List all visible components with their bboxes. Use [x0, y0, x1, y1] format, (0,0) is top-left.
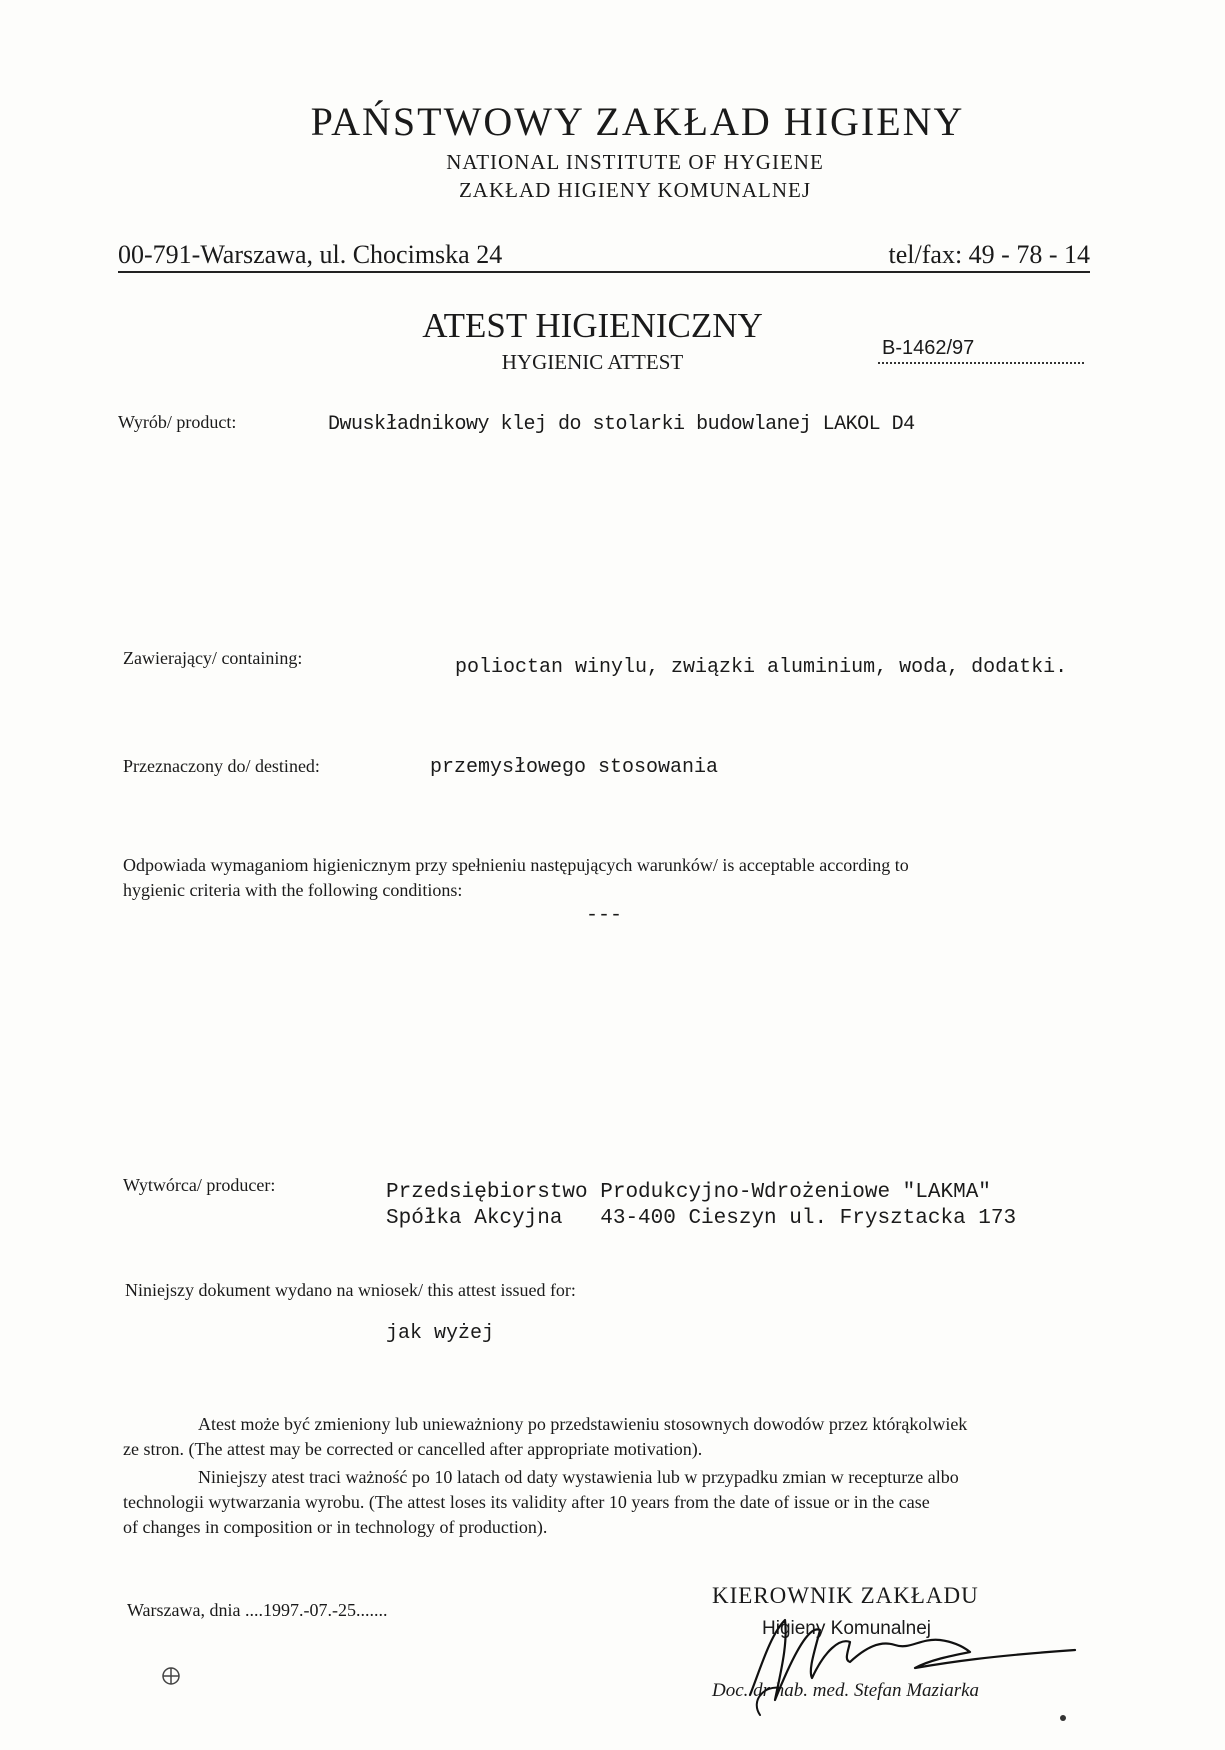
- note-paragraph2-line2: technologii wytwarzania wyrobu. (The attest loses its validity after 10 years from the date of issue or in the case: [123, 1492, 930, 1512]
- producer-line1: Przedsiębiorstwo Produkcyjno-Wdrożeniowe "LAKMA": [386, 1181, 991, 1204]
- attest-title: ATEST HIGIENICZNY: [422, 306, 763, 345]
- conditions-text-line1: Odpowiada wymaganiom higienicznym przy spełnieniu następujących warunków/ is acceptable according to: [123, 855, 909, 875]
- note-paragraph1-line1: Atest może być zmieniony lub unieważniony po przedstawieniu stosownych dowodów przez którąkolwiek: [198, 1414, 968, 1434]
- conditions-text-line2: hygienic criteria with the following conditions:: [123, 880, 463, 900]
- address: 00-791-Warszawa, ul. Chocimska 24: [118, 240, 503, 269]
- producer-line2: Spółka Akcyjna 43-400 Cieszyn ul. Frysztacka 173: [386, 1207, 1017, 1230]
- containing-value: polioctan winylu, związki aluminium, woda, dodatki.: [455, 656, 1068, 679]
- telfax: tel/fax: 49 - 78 - 14: [888, 240, 1090, 269]
- product-label: Wyrób/ product:: [118, 412, 237, 432]
- conditions-value: ---: [586, 904, 623, 927]
- crosshair-mark-icon: [160, 1665, 182, 1687]
- issued-for-value: jak wyżej: [386, 1322, 495, 1345]
- attest-subtitle: HYGIENIC ATTEST: [501, 350, 684, 374]
- producer-label: Wytwórca/ producer:: [123, 1175, 276, 1195]
- head-title: KIEROWNIK ZAKŁADU: [712, 1583, 979, 1608]
- attest-number: B-1462/97: [882, 337, 975, 359]
- destined-label: Przeznaczony do/ destined:: [123, 756, 320, 776]
- department-name: ZAKŁAD HIGIENY KOMUNALNEJ: [458, 178, 811, 202]
- issued-for-label: Niniejszy dokument wydano na wniosek/ this attest issued for:: [125, 1280, 576, 1300]
- attest-number-dotted-line: [878, 358, 1084, 364]
- note-paragraph2-line3: of changes in composition or in technology of production).: [123, 1517, 548, 1537]
- head-department: Higieny Komunalnej: [762, 1618, 931, 1639]
- note-paragraph2-line1: Niniejszy atest traci ważność po 10 latach od daty wystawienia lub w przypadku zmian w recepturze albo: [198, 1467, 959, 1487]
- issue-date: Warszawa, dnia ....1997.-07.-25.......: [127, 1600, 388, 1620]
- product-value: Dwuskładnikowy klej do stolarki budowlanej LAKOL D4: [328, 413, 915, 436]
- ink-dot: [1060, 1715, 1066, 1721]
- note-paragraph1-line2: ze stron. (The attest may be corrected or cancelled after appropriate motivation).: [123, 1439, 703, 1459]
- head-name: Doc. dr hab. med. Stefan Maziarka: [712, 1680, 980, 1701]
- handwritten-signature: [690, 1590, 1090, 1720]
- institute-english-name: NATIONAL INSTITUTE OF HYGIENE: [446, 150, 824, 174]
- destined-value: przemysłowego stosowania: [430, 756, 719, 779]
- containing-label: Zawierający/ containing:: [123, 648, 303, 668]
- institute-title: PAŃSTWOWY ZAKŁAD HIGIENY: [310, 99, 965, 144]
